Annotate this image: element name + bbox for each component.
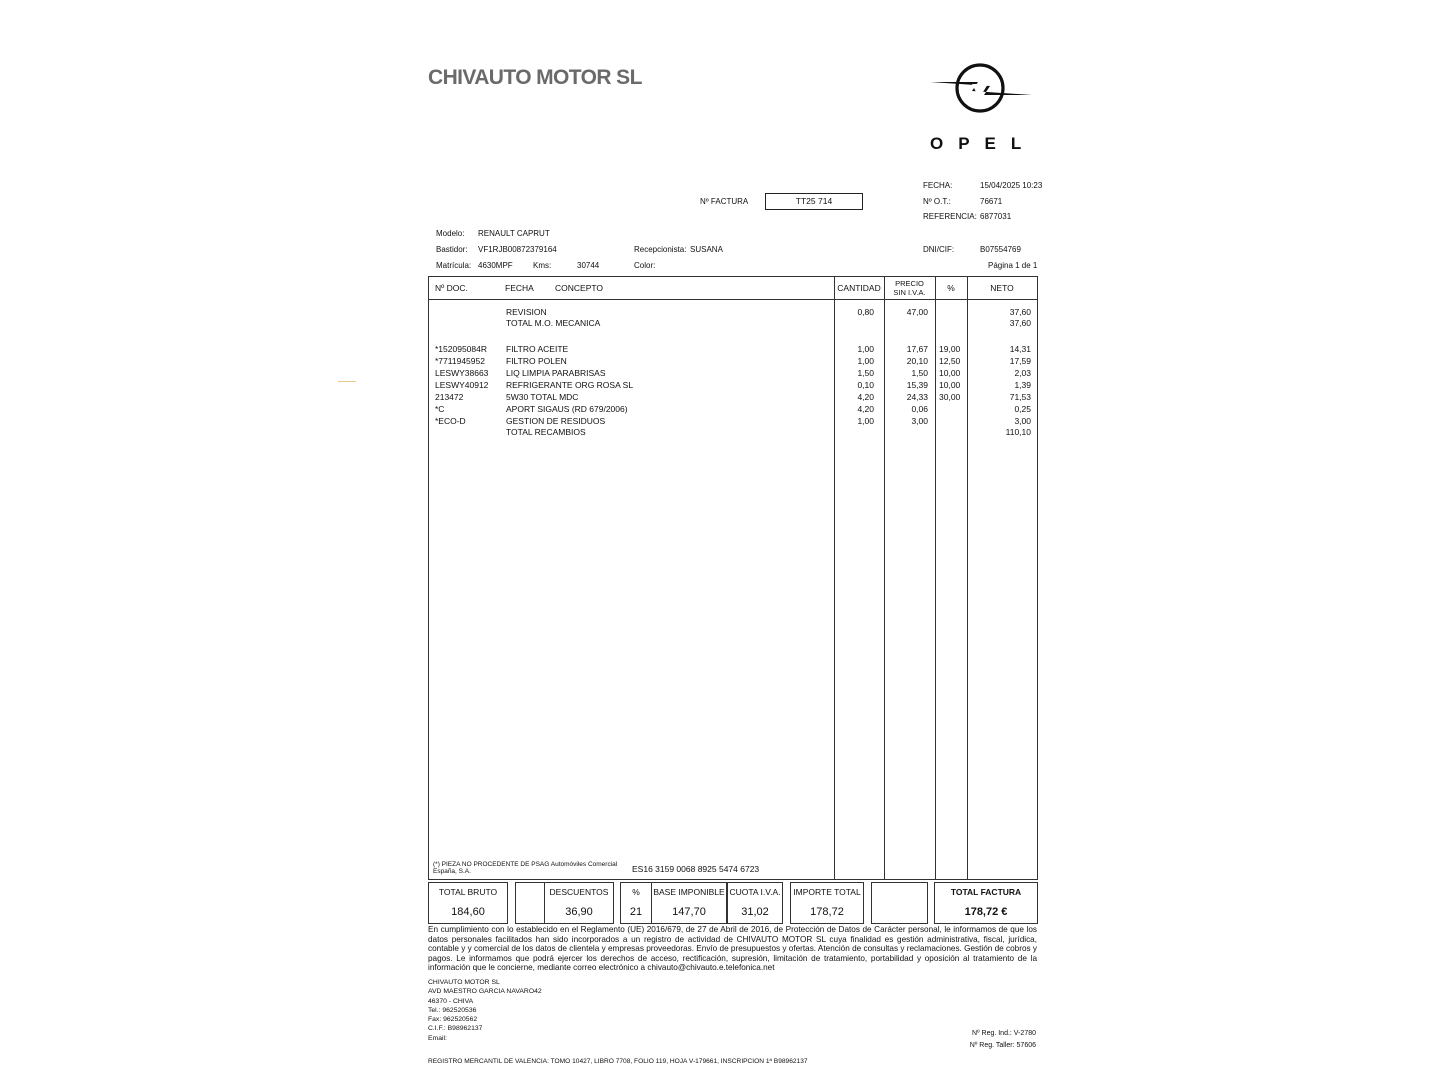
- chassis-value: VF1RJB00872379164: [478, 245, 557, 254]
- address-fax: Fax: 962520562: [428, 1016, 478, 1024]
- row-qty: 1,00: [857, 344, 874, 354]
- reg-ind: Nº Reg. Ind.: V-2780: [971, 1030, 1036, 1037]
- page-number: Página 1 de 1: [988, 261, 1038, 270]
- margin-mark: [338, 381, 356, 382]
- row-concept: 5W30 TOTAL MDC: [506, 392, 579, 402]
- row-net: 17,59: [1009, 356, 1031, 366]
- footnote-line-2: España, S.A.: [433, 867, 471, 875]
- row-net: 0,25: [1014, 404, 1031, 414]
- address-name: CHIVAUTO MOTOR SL: [428, 979, 500, 986]
- opel-wordmark: OPEL: [930, 134, 1037, 153]
- color-label: Color:: [634, 261, 656, 270]
- ot-value: 76671: [980, 197, 1003, 206]
- address-city: 46370 - CHIVA: [428, 997, 474, 1005]
- col-header-cantidad: CANTIDAD: [837, 283, 881, 293]
- ot-label: Nº O.T.:: [923, 197, 951, 206]
- total-factura-value: 178,72 €: [964, 906, 1008, 918]
- empty-box: [871, 882, 928, 924]
- row-concept: APORT SIGAUS (RD 679/2006): [506, 404, 628, 414]
- kms-label: Kms:: [533, 261, 552, 270]
- row-doc: *C: [435, 404, 445, 414]
- descuentos-label: DESCUENTOS: [549, 887, 609, 897]
- base-value: 147,70: [672, 906, 706, 918]
- col-header-concepto: CONCEPTO: [555, 283, 604, 293]
- row-concept: REFRIGERANTE ORG ROSA SL: [506, 380, 634, 390]
- address-street: AVD MAESTRO GARCIA NAVARO42: [428, 988, 542, 996]
- address-email: Email:: [428, 1034, 447, 1042]
- row-concept: LIQ LIMPIA PARABRISAS: [506, 368, 606, 378]
- address-cif: C.I.F.: B98962137: [428, 1025, 483, 1033]
- importe-value: 178,72: [810, 906, 844, 918]
- iban: ES16 3159 0068 8925 5474 6723: [632, 864, 760, 874]
- row-qty: 4,20: [857, 404, 874, 414]
- model-label: Modelo:: [436, 229, 465, 238]
- col-header-fecha: FECHA: [505, 283, 534, 293]
- row-concept: TOTAL RECAMBIOS: [506, 427, 586, 437]
- row-price: 20,10: [906, 356, 928, 366]
- receptionist-label: Recepcionista:: [634, 245, 687, 254]
- invoice-number-label: Nº FACTURA: [700, 197, 749, 206]
- row-pct: 10,00: [939, 380, 961, 390]
- row-qty: 0,10: [857, 380, 874, 390]
- total-bruto-label: TOTAL BRUTO: [438, 887, 498, 897]
- footnote: [433, 862, 617, 875]
- date-label: FECHA:: [923, 181, 953, 190]
- company-address: [428, 978, 542, 1043]
- kms-value: 30744: [577, 261, 600, 270]
- col-header-neto: NETO: [990, 283, 1014, 293]
- plate-label: Matrícula:: [436, 261, 472, 270]
- row-net: 14,31: [1009, 344, 1031, 354]
- row-concept: FILTRO ACEITE: [506, 344, 569, 354]
- pct-box: [620, 882, 652, 924]
- row-net: 110,10: [1005, 427, 1031, 437]
- row-doc: LESWY38663: [435, 368, 489, 378]
- row-qty: 1,00: [857, 356, 874, 366]
- address-tel: Tel.: 962520536: [428, 1006, 477, 1014]
- chassis-label: Bastidor:: [436, 245, 468, 254]
- row-concept: GESTION DE RESIDUOS: [506, 416, 606, 426]
- empty-box: [515, 882, 545, 924]
- row-doc: LESWY40912: [435, 380, 489, 390]
- row-doc: *7711945952: [435, 356, 485, 366]
- pct-value: 21: [629, 906, 643, 918]
- dni-value: B07554769: [980, 245, 1021, 254]
- footnote-line-1: (*) PIEZA NO PROCEDENTE DE PSAG Automóviles Comercial: [433, 861, 618, 868]
- company-name: CHIVAUTO MOTOR SL: [428, 66, 642, 89]
- row-price: 17,67: [906, 344, 928, 354]
- row-concept: FILTRO POLEN: [506, 356, 567, 366]
- row-doc: *ECO-D: [435, 416, 466, 426]
- cuota-label: CUOTA I.V.A.: [729, 887, 781, 897]
- total-bruto-box: [428, 882, 508, 924]
- cuota-value: 31,02: [741, 906, 769, 918]
- col-header-pct: %: [947, 283, 955, 293]
- row-net: 3,00: [1014, 416, 1031, 426]
- col-divider: [935, 277, 936, 879]
- row-doc: *152095084R: [435, 344, 487, 354]
- row-qty: 0,80: [857, 307, 874, 317]
- row-pct: 12,50: [939, 356, 961, 366]
- items-table: [428, 276, 1038, 880]
- plate-value: 4630MPF: [478, 261, 513, 270]
- invoice-number: TT25 714: [765, 193, 863, 210]
- total-bruto-value: 184,60: [451, 906, 485, 918]
- registry-line: REGISTRO MERCANTIL DE VALENCIA: TOMO 10427, LIBRO 7708, FOLIO 119, HOJA V-179661, INSCRIPCION 1ª B98962137: [428, 1058, 808, 1065]
- model-value: RENAULT CAPRUT: [478, 229, 550, 238]
- ref-label: REFERENCIA:: [923, 212, 977, 221]
- cuota-box: [727, 882, 783, 924]
- importe-label: IMPORTE TOTAL: [793, 887, 861, 897]
- header-divider: [429, 299, 1037, 300]
- base-box: [651, 882, 727, 924]
- row-net: 37,60: [1009, 318, 1031, 328]
- row-concept: REVISION: [506, 307, 547, 317]
- row-price: 0,06: [911, 404, 928, 414]
- row-pct: 19,00: [939, 344, 961, 354]
- receptionist-value: SUSANA: [690, 245, 723, 254]
- row-doc: 213472: [435, 392, 464, 402]
- row-concept: TOTAL M.O. MECANICA: [506, 318, 601, 328]
- row-price: 15,39: [906, 380, 928, 390]
- row-price: 24,33: [906, 392, 928, 402]
- row-net: 71,53: [1009, 392, 1031, 402]
- total-factura-box: [934, 882, 1038, 924]
- row-net: 2,03: [1014, 368, 1031, 378]
- row-qty: 1,50: [857, 368, 874, 378]
- row-price: 47,00: [906, 307, 928, 317]
- legal-notice: En cumplimiento con lo establecido en el Reglamento (UE) 2016/679, de 27 de Abril de 2016, de Protección de Datos de Carácter personal, le informamos de que los datos personales facilitados han sido incorporados a un registro de actividad de CHIVAUTO MOTOR SL cuya finalidad es gestión administrativa, fiscal, jurídica, contable y y comercial de los datos de clientela y empresas proveedoras. Envío de presupuestos y ofertas. Atención de consultas y reclamaciones. Gestión de cobros y pagos. Le informamos que podrá ejercer los derechos de acceso, rectificación, supresión, limitación de tratamiento, portabilidad y oposición al tratamiento de la información que le concierne, mediante correo electrónico a chivauto@chivauto.e.telefonica.net: [428, 925, 1037, 973]
- row-price: 3,00: [911, 416, 928, 426]
- col-header-precio: PRECIO: [895, 279, 924, 288]
- row-qty: 4,20: [857, 392, 874, 402]
- row-net: 37,60: [1009, 307, 1031, 317]
- date-value: 15/04/2025 10:23: [980, 181, 1043, 190]
- total-factura-label: TOTAL FACTURA: [950, 887, 1022, 897]
- descuentos-value: 36,90: [565, 906, 593, 918]
- ref-value: 6877031: [980, 212, 1012, 221]
- base-label: BASE IMPONIBLE: [653, 887, 725, 897]
- col-header-precio-sub: SIN I.V.A.: [893, 288, 926, 297]
- row-pct: 10,00: [939, 368, 961, 378]
- row-qty: 1,00: [857, 416, 874, 426]
- descuentos-box: [544, 882, 614, 924]
- reg-taller: Nº Reg. Taller: 57606: [969, 1042, 1036, 1049]
- col-header-doc: Nº DOC.: [435, 283, 468, 293]
- pct-label: %: [632, 887, 640, 897]
- row-pct: 30,00: [939, 392, 961, 402]
- row-net: 1,39: [1014, 380, 1031, 390]
- dni-label: DNI/CIF:: [923, 245, 955, 254]
- row-price: 1,50: [911, 368, 928, 378]
- importe-box: [790, 882, 864, 924]
